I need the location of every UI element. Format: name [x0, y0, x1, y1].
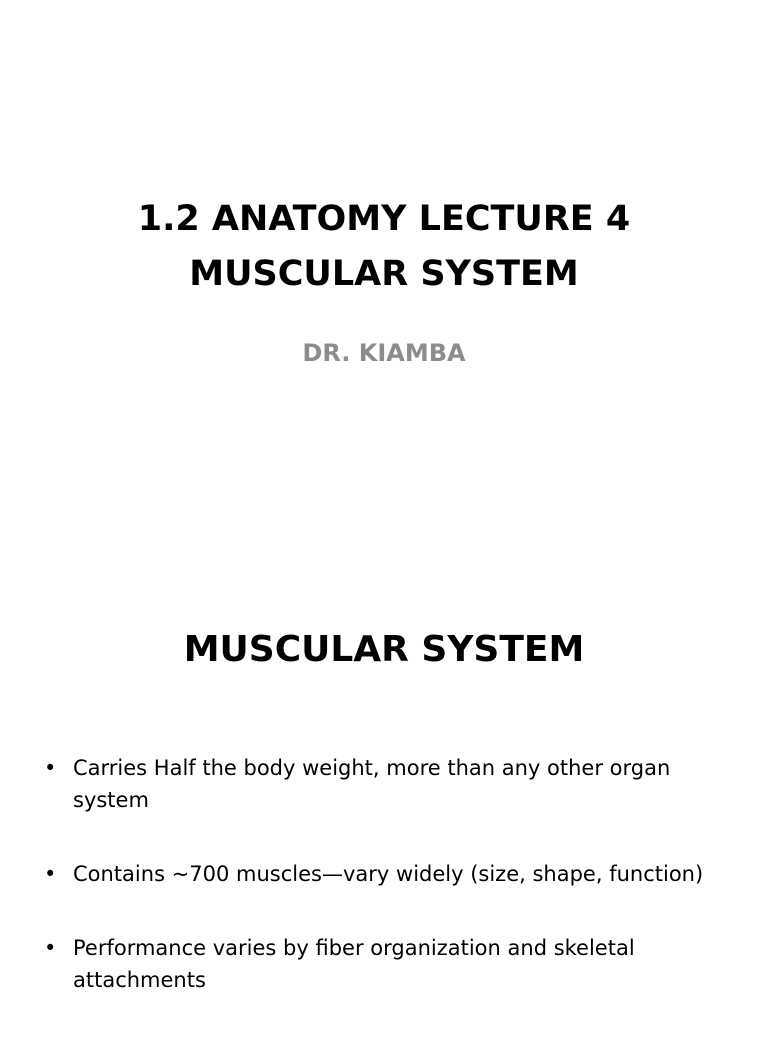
bullet-item: [44, 752, 734, 816]
bullet-icon: •: [44, 862, 57, 886]
slide-1: [0, 0, 768, 512]
bullet-list: [44, 752, 734, 1038]
title-line-1: 1.2 ANATOMY LECTURE 4: [137, 199, 631, 239]
bullet-icon: •: [44, 756, 57, 780]
bullet-item: [44, 858, 734, 890]
bullet-text: Contains ~700 muscles—vary widely (size, shape, function): [73, 862, 704, 886]
bullet-text: Carries Half the body weight, more than any other organ system: [73, 756, 671, 812]
author-subtitle: DR. KIAMBA: [302, 339, 466, 367]
bullet-icon: •: [44, 936, 57, 960]
bullet-item: [44, 932, 734, 996]
title-line-2: MUSCULAR SYSTEM: [189, 254, 579, 294]
slide-2-title: MUSCULAR SYSTEM: [183, 629, 585, 670]
bullet-text: Performance varies by fiber organization and skeletal attachments: [73, 936, 635, 992]
slide-1-title: [0, 192, 768, 302]
